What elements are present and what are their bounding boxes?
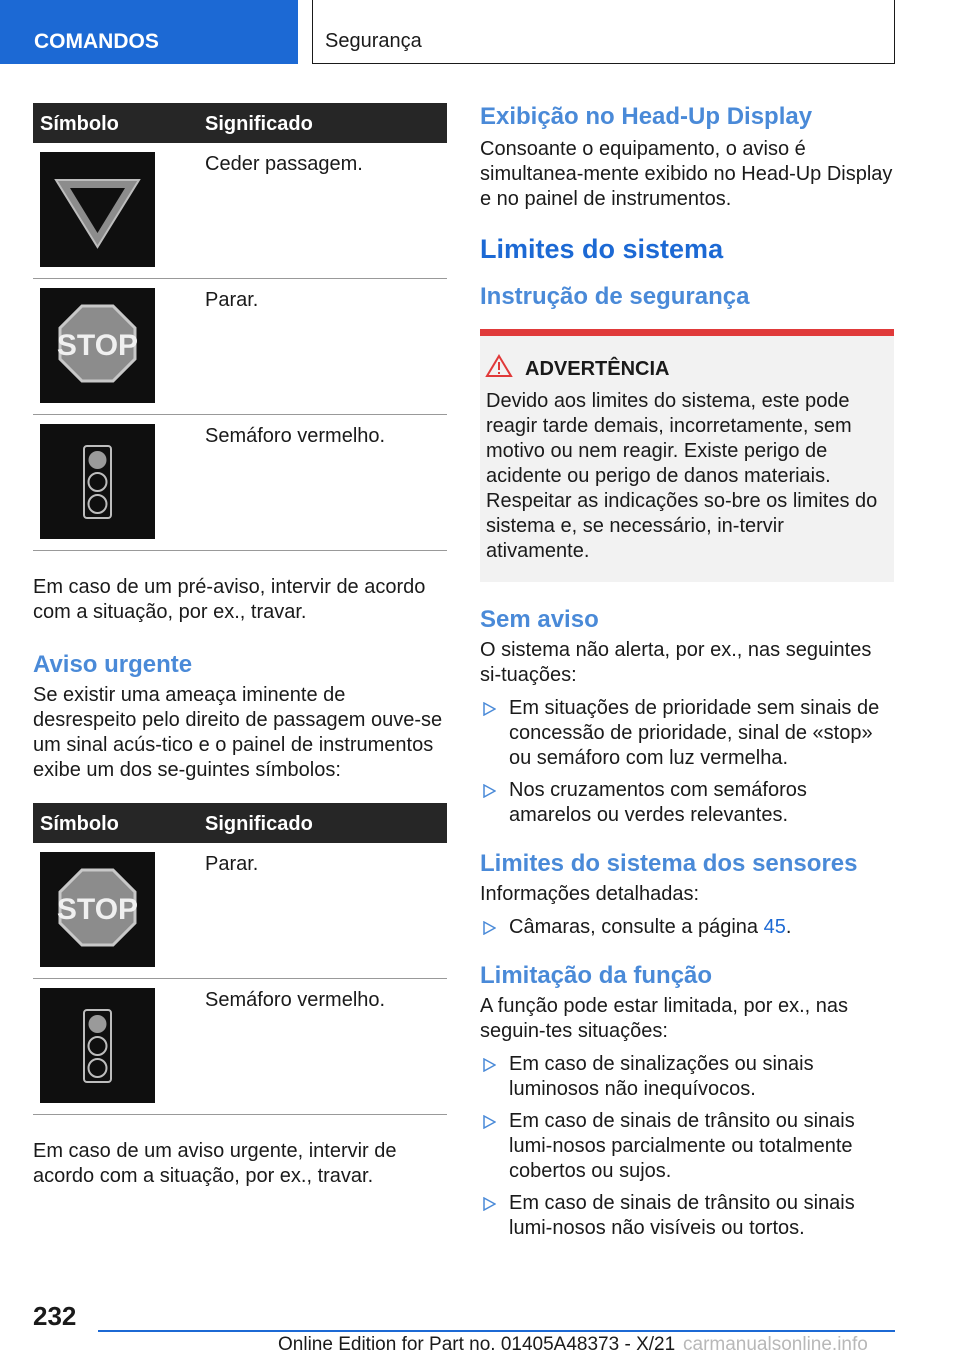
col-symbol: Símbolo (40, 813, 119, 835)
meaning-text: Ceder passagem. (205, 153, 363, 175)
traffic-light-icon (40, 988, 155, 1103)
pre-warning-text: Em caso de um pré-aviso, intervir de acordo com a situação, por ex., travar. (33, 576, 426, 623)
svg-text:STOP: STOP (56, 329, 139, 362)
watermark: carmanualsonline.info (683, 1334, 868, 1355)
yield-sign-icon (40, 152, 155, 267)
function-limit-text: A função pode estar limitada, por ex., nas seguin-tes situações: (480, 995, 848, 1042)
bullet-triangle-icon (482, 784, 496, 798)
bullet-triangle-icon (482, 1115, 496, 1129)
header-section: COMANDOS (0, 0, 298, 64)
no-warning-heading: Sem aviso (480, 606, 599, 633)
no-warning-text: O sistema não alerta, por ex., nas seguintes si-tuações: (480, 639, 872, 686)
list-item: Nos cruzamentos com semáforos amarelos ou verdes relevantes. (480, 778, 894, 828)
col-meaning: Significado (205, 813, 313, 835)
col-meaning: Significado (205, 113, 313, 135)
meaning-text: Semáforo vermelho. (205, 425, 386, 447)
bullet-triangle-icon (482, 921, 496, 935)
meaning-text: Semáforo vermelho. (205, 989, 386, 1011)
symbol-table-1 (33, 103, 447, 551)
hud-heading: Exibição no Head-Up Display (480, 103, 813, 130)
table-header (33, 103, 447, 143)
table-row (33, 415, 447, 551)
stop-sign-icon (40, 852, 155, 967)
list-item: Em caso de sinais de trânsito ou sinais lumi-nosos parcialmente ou totalmente cobertos ou sujos. (480, 1109, 894, 1184)
list-item: Em situações de prioridade sem sinais de concessão de prioridade, sinal de «stop» ou semáforo com luz vermelha. (480, 696, 894, 771)
meaning-text: Parar. (205, 853, 259, 875)
table-row (33, 979, 447, 1115)
warning-title: ADVERTÊNCIA (525, 358, 888, 381)
warning-text: Devido aos limites do sistema, este pode reagir tarde demais, incorretamente, sem motivo ou nem reagir. Existe perigo de acidente ou perigo de danos materiais. Respeitar as indicações so-bre os limites do sistema e, se necessário, in-tervir ativamente. (486, 390, 878, 562)
limits-heading: Limites do sistema (480, 234, 724, 264)
list-item: Em caso de sinalizações ou sinais luminosos não inequívocos. (480, 1052, 894, 1102)
sensors-list (480, 915, 894, 940)
urgent-heading: Aviso urgente (33, 651, 193, 678)
table-header (33, 803, 447, 843)
footer-rule (98, 1330, 895, 1332)
list-item: Em caso de sinais de trânsito ou sinais lumi-nosos não visíveis ou tortos. (480, 1191, 894, 1241)
stop-sign-icon (40, 288, 155, 403)
left-column (33, 103, 447, 1189)
bullet-triangle-icon (482, 1058, 496, 1072)
list-item: Câmaras, consulte a página 45. (480, 915, 894, 940)
bullet-triangle-icon (482, 1197, 496, 1211)
urgent-after-text: Em caso de um aviso urgente, intervir de acordo com a situação, por ex., travar. (33, 1140, 397, 1187)
meaning-text: Parar. (205, 289, 259, 311)
page-link[interactable]: 45 (763, 916, 786, 938)
svg-text:STOP: STOP (56, 893, 139, 926)
traffic-light-icon (40, 424, 155, 539)
warning-triangle-icon (485, 354, 513, 378)
no-warning-list (480, 696, 894, 828)
sensors-heading: Limites do sistema dos sensores (480, 850, 858, 877)
hud-text: Consoante o equipamento, o aviso é simultanea-mente exibido no Head-Up Display e no painel de instrumentos. (480, 138, 893, 210)
right-column (480, 103, 894, 1248)
safety-heading: Instrução de segurança (480, 283, 750, 310)
warning-box (480, 329, 894, 582)
function-limit-list (480, 1052, 894, 1241)
table-row (33, 143, 447, 279)
header-chapter: Segurança (312, 0, 895, 64)
urgent-text: Se existir uma ameaça iminente de desrespeito pelo direito de passagem ouve-se um sinal acús-tico e o painel de instrumentos exibe um dos se-guintes símbolos: (33, 684, 443, 781)
footer-edition: Online Edition for Part no. 01405A48373 - X/21 (278, 1334, 676, 1355)
bullet-triangle-icon (482, 702, 496, 716)
page-number: 232 (33, 1301, 77, 1331)
col-symbol: Símbolo (40, 113, 119, 135)
symbol-table-2 (33, 803, 447, 1115)
function-limit-heading: Limitação da função (480, 962, 713, 989)
sensors-text: Informações detalhadas: (480, 883, 700, 905)
table-row (33, 843, 447, 979)
table-row (33, 279, 447, 415)
